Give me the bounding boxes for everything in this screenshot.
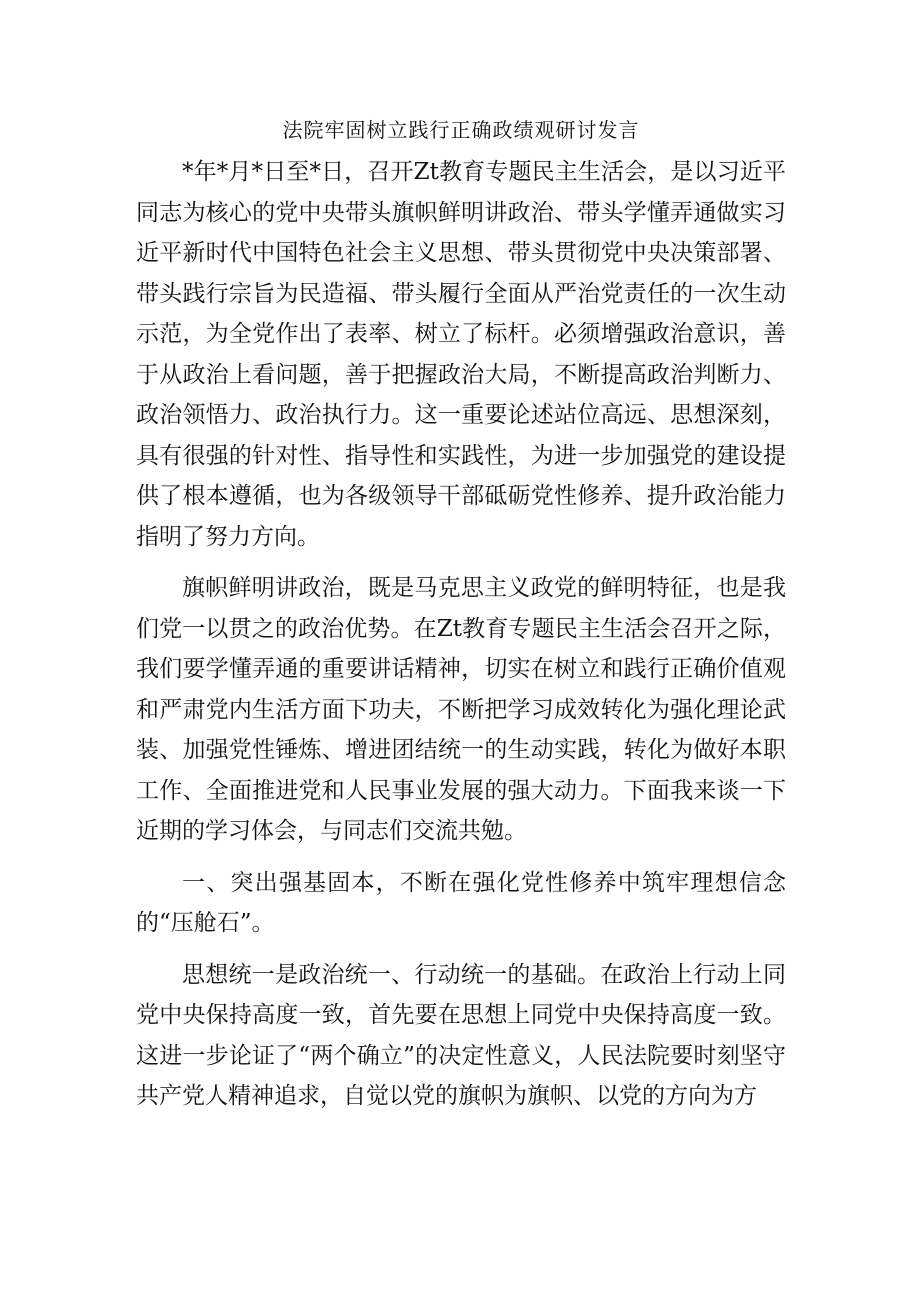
section-heading-one: 一、突出强基固本，不断在强化党性修养中筑牢理想信念的“压舱石”。 [136, 869, 786, 936]
paragraph-politics: 旗帜鲜明讲政治，既是马克思主义政党的鲜明特征，也是我们党一以贯之的政治优势。在Zt教育专题民主生活会召开之际，我们要学懂弄通的重要讲话精神，切实在树立和践行正确价值观和严肃党内生活方面下功夫，不断把学习成效转化为强化理论武装、加强党性锤炼、增进团结统一的生动实践，转化为做好本职工作、全面推进党和人民事业发展的强大动力。下面我来谈一下近期的学习体会，与同志们交流共勉。 [136, 575, 786, 844]
paragraph-thought-unity: 思想统一是政治统一、行动统一的基础。在政治上行动上同党中央保持高度一致，首先要在思想上同党中央保持高度一致。这进一步论证了“两个确立”的决定性意义，人民法院要时刻坚守共产党人精神追求，自觉以党的旗帜为旗帜、以党的方向为方 [136, 961, 786, 1109]
document-title: 法院牢固树立践行正确政绩观研讨发言 [282, 118, 640, 142]
paragraph-intro: *年*月*日至*日，召开Zt教育专题民主生活会，是以习近平同志为核心的党中央带头旗帜鲜明讲政治、带头学懂弄通做实习近平新时代中国特色社会主义思想、带头贯彻党中央决策部署、带头践行宗旨为民造福、带头履行全面从严治党责任的一次生动示范，为全党作出了表率、树立了标杆。必须增强政治意识，善于从政治上看问题，善于把握政治大局，不断提高政治判断力、政治领悟力、政治执行力。这一重要论述站位高远、思想深刻，具有很强的针对性、指导性和实践性，为进一步加强党的建设提供了根本遵循，也为各级领导干部砥砺党性修养、提升政治能力指明了努力方向。 [136, 159, 786, 550]
document-body [136, 110, 786, 1128]
